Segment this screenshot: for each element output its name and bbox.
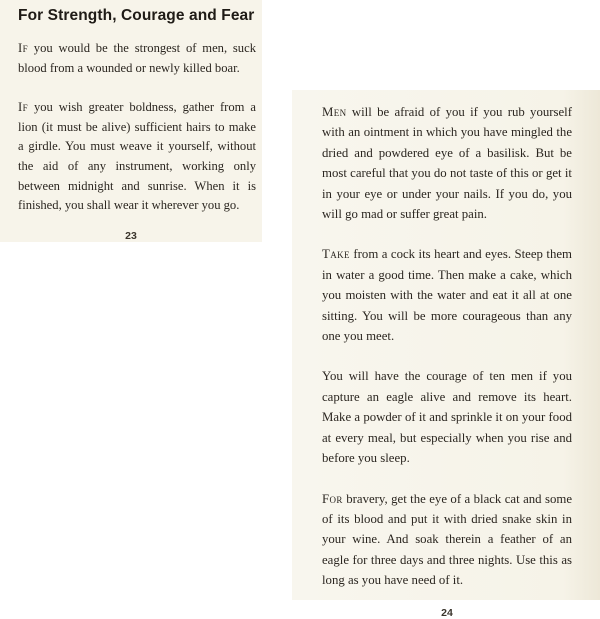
paragraph-text: from a cock its heart and eyes. Steep them in water a good time. Then make a cake, which you moisten with the water and eat it all at one sitting. You will be more courageous than any one you meet. xyxy=(322,247,572,344)
paragraph-eagle-heart xyxy=(322,366,572,468)
paragraph-cock-cake xyxy=(322,244,572,346)
paragraph-text: you would be the strongest of men, suck blood from a wounded or newly killed boar. xyxy=(18,41,256,75)
right-page xyxy=(292,90,600,619)
paragraph-black-cat xyxy=(322,489,572,591)
page-number-left: 23 xyxy=(125,229,137,242)
paragraph-lead-word: Take xyxy=(322,247,350,262)
paragraph-text: you wish greater boldness, gather from a lion (it must be alive) sufficient hairs to make a girdle. You must weave it yourself, without the aid of any instrument, working only between midnight and sunrise. When it is finished, you shall wear it wherever you go. xyxy=(18,100,256,213)
left-page xyxy=(0,0,262,242)
paragraph-text: will be afraid of you if you rub yourself with an ointment in which you have mingled the dried and powdered eye of a basilisk. But be most careful that you do not taste of this or get it in your eye or under your nails. If you do, you will go mad or suffer great pain. xyxy=(322,105,572,222)
page-number-right: 24 xyxy=(441,606,453,619)
paragraph-text: bravery, get the eye of a black cat and some of its blood and put it with dried snake skin in your wine. And soak therein a feather of an eagle for three days and three nights. Use this as long as you have need of it. xyxy=(322,491,572,588)
paragraph-lead-word: If xyxy=(18,100,28,115)
section-heading: For Strength, Courage and Fear xyxy=(18,7,255,24)
paragraph-strongest-men xyxy=(18,39,256,78)
paragraph-lead-word: For xyxy=(322,491,343,506)
paragraph-text: You will have the courage of ten men if you capture an eagle alive and remove its heart. Make a powder of it and sprinkle it on your food at every meal, but especially when you rise and before you sleep. xyxy=(322,369,572,466)
paragraph-lead-word: Men xyxy=(322,105,347,119)
paragraph-lead-word: If xyxy=(18,41,28,55)
paragraph-lion-girdle xyxy=(18,98,256,216)
paragraph-basilisk-ointment xyxy=(322,102,572,224)
